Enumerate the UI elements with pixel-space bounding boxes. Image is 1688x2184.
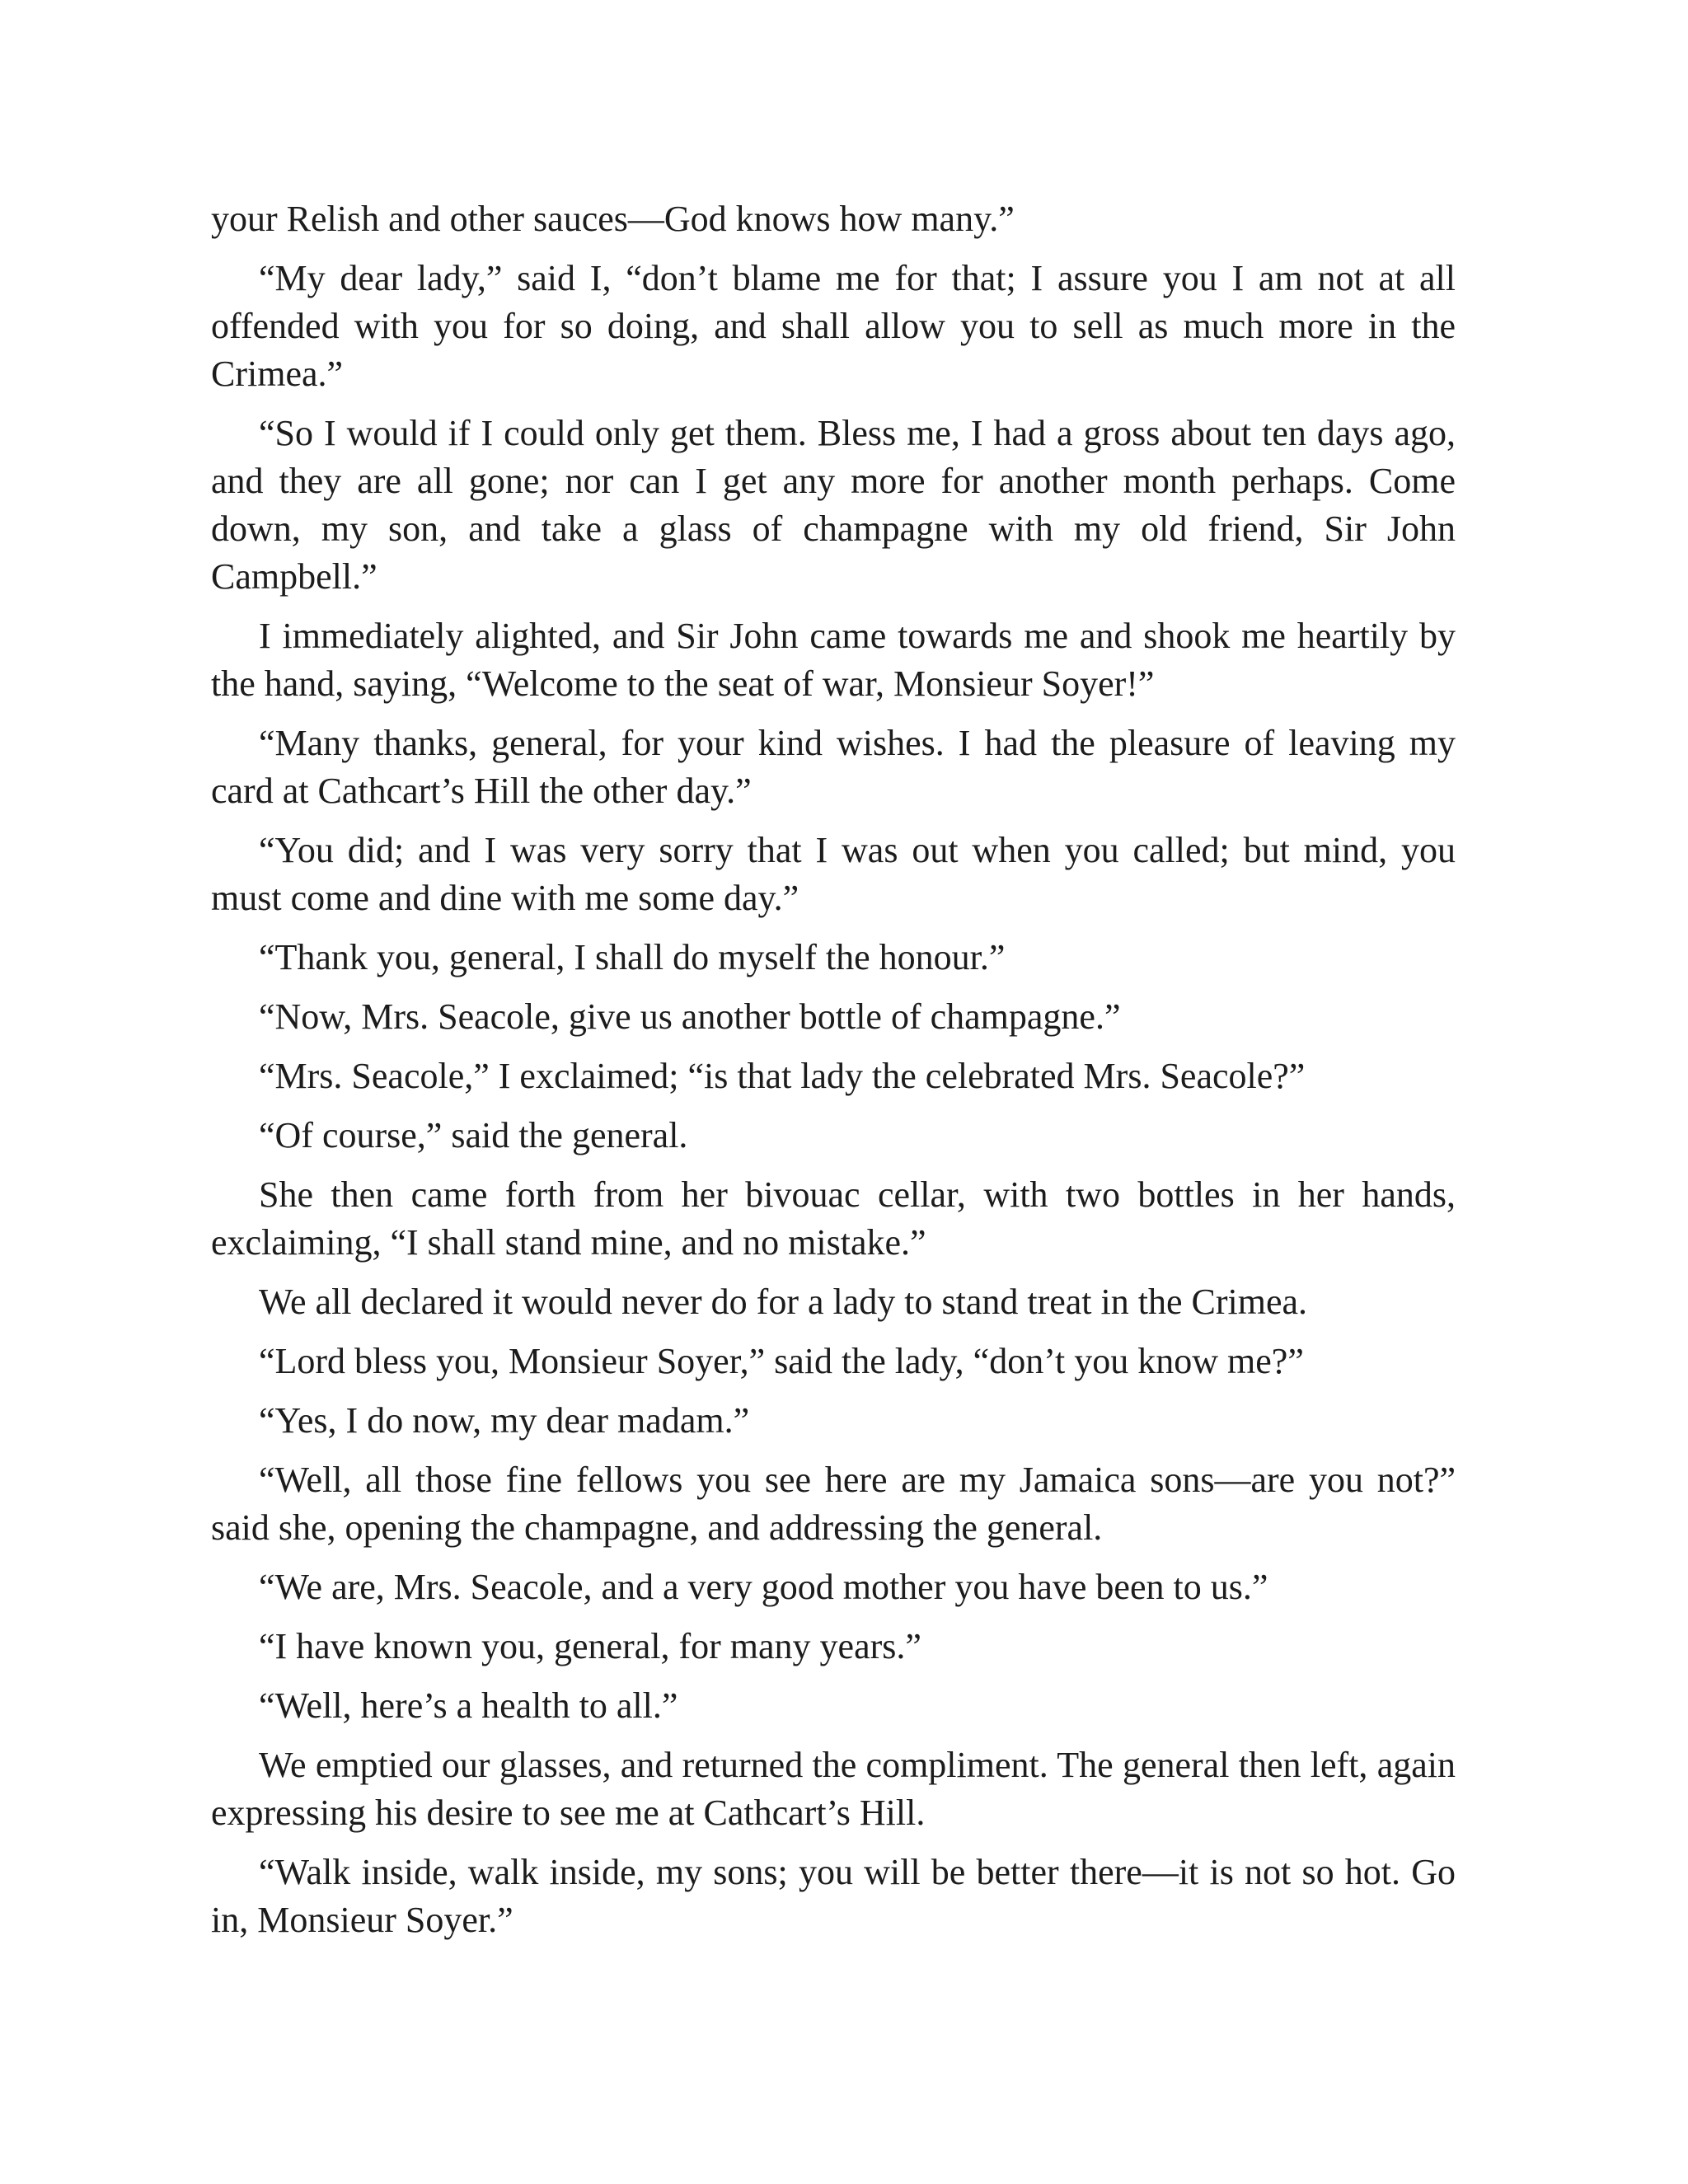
paragraph-8: “Now, Mrs. Seacole, give us another bottle of champagne.” — [259, 996, 1121, 1037]
paragraph-14: “Yes, I do now, my dear madam.” — [259, 1400, 750, 1441]
paragraph-19: We emptied our glasses, and returned the compliment. The general then left, again expressing his desire to see me at Cathcart’s Hill. — [211, 1745, 1456, 1833]
paragraph-4: I immediately alighted, and Sir John came towards me and shook me heartily by the hand, saying, “Welcome to the seat of war, Monsieur Soyer!” — [211, 616, 1456, 704]
paragraph-11: She then came forth from her bivouac cellar, with two bottles in her hands, exclaiming, “I shall stand mine, and no mistake.” — [211, 1174, 1456, 1263]
paragraph-17: “I have known you, general, for many years.” — [259, 1626, 921, 1666]
paragraph-5: “Many thanks, general, for your kind wishes. I had the pleasure of leaving my card at Cathcart’s Hill the other day.” — [211, 723, 1456, 811]
paragraph-13: “Lord bless you, Monsieur Soyer,” said the lady, “don’t you know me?” — [259, 1341, 1304, 1381]
paragraph-20: “Walk inside, walk inside, my sons; you will be better there—it is not so hot. Go in, Monsieur Soyer.” — [211, 1852, 1456, 1940]
paragraph-3: “So I would if I could only get them. Bless me, I had a gross about ten days ago, and they are all gone; nor can I get any more for another month perhaps. Come down, my son, and take a glass of champagne with my old friend, Sir John Campbell.” — [211, 413, 1456, 597]
paragraph-9: “Mrs. Seacole,” I exclaimed; “is that lady the celebrated Mrs. Seacole?” — [259, 1056, 1306, 1096]
paragraph-1: your Relish and other sauces—God knows how many.” — [211, 199, 1015, 239]
paragraph-12: We all declared it would never do for a lady to stand treat in the Crimea. — [259, 1282, 1308, 1322]
paragraph-18: “Well, here’s a health to all.” — [259, 1685, 678, 1726]
paragraph-15: “Well, all those fine fellows you see here are my Jamaica sons—are you not?” said she, opening the champagne, and addressing the general. — [211, 1460, 1456, 1548]
body-text — [211, 195, 1456, 1956]
paragraph-2: “My dear lady,” said I, “don’t blame me for that; I assure you I am not at all offended with you for so doing, and shall allow you to sell as much more in the Crimea.” — [211, 258, 1456, 394]
paragraph-10: “Of course,” said the general. — [259, 1115, 688, 1155]
paragraph-7: “Thank you, general, I shall do myself the honour.” — [259, 937, 1006, 977]
paragraph-6: “You did; and I was very sorry that I was out when you called; but mind, you must come and dine with me some day.” — [211, 830, 1456, 918]
paragraph-16: “We are, Mrs. Seacole, and a very good mother you have been to us.” — [259, 1567, 1268, 1607]
